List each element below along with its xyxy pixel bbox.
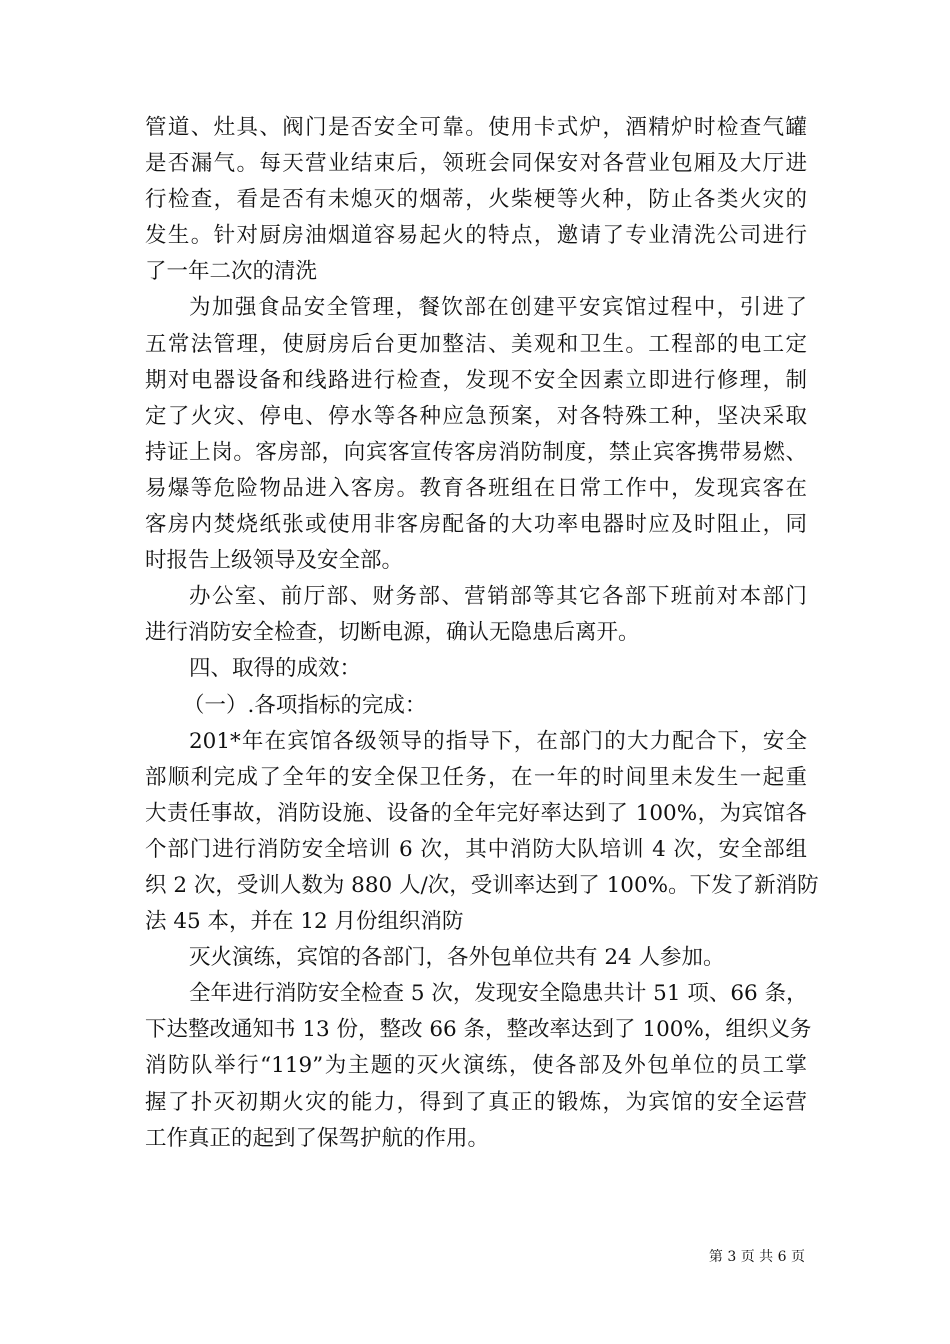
- paragraph: [145, 290, 807, 579]
- text-line: 五常法管理，使厨房后台更加整洁、美观和卫生。工程部的电工定: [145, 331, 807, 357]
- text-line: 下达整改通知书 13 份，整改 66 条，整改率达到了 100%，组织义务: [145, 1017, 812, 1043]
- text-line: 定了火灾、停电、停水等各种应急预案，对各特殊工种，坚决采取: [145, 403, 807, 429]
- text-line: 持证上岗。客房部，向宾客宣传客房消防制度，禁止宾客携带易燃、: [145, 439, 807, 465]
- text-line: 为加强食品安全管理，餐饮部在创建平安宾馆过程中，引进了: [189, 295, 807, 321]
- text-line: 握了扑灭初期火灾的能力，得到了真正的锻炼，为宾馆的安全运营: [145, 1089, 807, 1115]
- text-line: 201*年在宾馆各级领导的指导下，在部门的大力配合下，安全: [189, 728, 807, 754]
- paragraph: [145, 976, 812, 1156]
- text-line: 是否漏气。每天营业结束后，领班会同保安对各营业包厢及大厅进: [145, 151, 807, 177]
- paragraph: [145, 651, 807, 687]
- text-line: 法 45 本，并在 12 月份组织消防: [145, 909, 464, 935]
- text-line: 办公室、前厅部、财务部、营销部等其它各部下班前对本部门: [189, 584, 807, 610]
- text-line: 灭火演练，宾馆的各部门，各外包单位共有 24 人参加。: [189, 945, 725, 971]
- text-line: 管道、灶具、阀门是否安全可靠。使用卡式炉，酒精炉时检查气罐: [145, 115, 807, 140]
- text-line: 消防队举行“119”为主题的灭火演练，使各部及外包单位的员工掌: [145, 1053, 807, 1079]
- text-line: 全年进行消防安全检查 5 次，发现安全隐患共计 51 项、66 条，: [189, 981, 808, 1007]
- text-line: 时报告上级领导及安全部。: [145, 548, 404, 574]
- text-line: 行检查，看是否有未熄灭的烟蒂，火柴梗等火种，防止各类火灾的: [145, 187, 807, 213]
- paragraph: [145, 579, 807, 651]
- paragraph: [145, 940, 807, 976]
- text-line: 工作真正的起到了保驾护航的作用。: [145, 1125, 490, 1151]
- text-line: 四、取得的成效：: [189, 656, 362, 682]
- text-line: 部顺利完成了全年的安全保卫任务，在一年的时间里未发生一起重: [145, 764, 807, 790]
- text-line: 了一年二次的清洗: [145, 259, 318, 285]
- text-line: 进行消防安全检查，切断电源，确认无隐患后离开。: [145, 620, 640, 646]
- text-line: 个部门进行消防安全培训 6 次，其中消防大队培训 4 次，安全部组: [145, 836, 807, 862]
- text-line: （一）.各项指标的完成：: [183, 692, 427, 718]
- page-number: 第 3 页 共 6 页: [708, 1249, 805, 1265]
- paragraph: [145, 688, 807, 724]
- document-body: [145, 110, 819, 1157]
- paragraph: [145, 724, 819, 941]
- paragraph: [145, 110, 807, 290]
- text-line: 发生。针对厨房油烟道容易起火的特点，邀请了专业清洗公司进行: [145, 223, 807, 249]
- text-line: 易爆等危险物品进入客房。教育各班组在日常工作中，发现宾客在: [145, 475, 807, 501]
- text-line: 期对电器设备和线路进行检查，发现不安全因素立即进行修理，制: [145, 367, 807, 393]
- text-line: 大责任事故，消防设施、设备的全年完好率达到了 100%，为宾馆各: [145, 800, 807, 826]
- text-line: 客房内焚烧纸张或使用非客房配备的大功率电器时应及时阻止，同: [145, 512, 807, 538]
- text-line: 织 2 次，受训人数为 880 人/次，受训率达到了 100%。下发了新消防: [145, 872, 819, 898]
